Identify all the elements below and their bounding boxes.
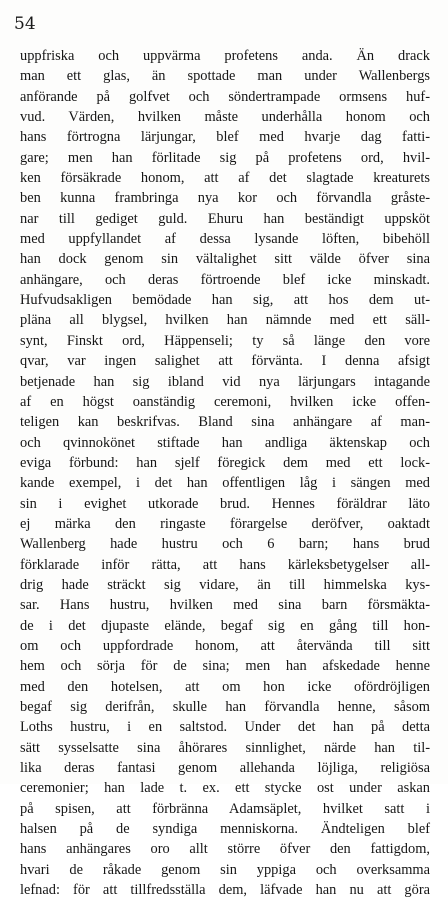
text-line: kande exempel, i det han offentligen låg i sängen med [20, 475, 430, 492]
body-text [20, 46, 430, 900]
text-line: anförande på golfvet och söndertrampade ormsens huf- [20, 88, 430, 105]
text-line: uppfriska och uppvärma profetens anda. Än drack [20, 48, 430, 64]
text-line: eviga förbund: han sjelf föregick dem med ett lock- [20, 454, 430, 471]
text-line: hans förtrogna lärjungar, blef med hvarje dag fatti- [20, 129, 430, 146]
text-line: betjenade han sig ibland vid nya lärjungars intagande [20, 373, 430, 390]
text-line: anhängare, och deras förtroende blef icke minskadt. [20, 271, 430, 288]
text-line: qvar, var ingen salighet att förvänta. I denna afsigt [20, 353, 430, 370]
text-line: teligen kan beskrifvas. Bland sina anhängare af man- [20, 414, 430, 431]
text-line: man ett glas, än spottade man under Wallenbergs [20, 68, 430, 85]
text-line: om och uppfordrade honom, att återvända till sitt [20, 637, 430, 654]
text-line: halsen på de syndiga menniskorna. Ändteligen blef [20, 821, 430, 838]
text-line: nar till gediget guld. Ehuru han beständigt uppsköt [20, 210, 430, 227]
text-line: ken försäkrade honom, att af det slagtade kreaturets [20, 170, 430, 187]
text-line: och qvinnokönet stiftade han andliga äktenskap och [20, 434, 430, 451]
text-line: med den hotelsen, att om hon icke ofördröjligen [20, 678, 430, 695]
text-line: lefnad: för att tillfredsställa dem, läfvade han nu att göra [20, 882, 430, 899]
text-line: hans anhängares oro allt större öfver den fattigdom, [20, 841, 430, 858]
text-line: med uppfyllandet af dessa lysande löften, bibehöll [20, 231, 430, 248]
text-line: förklarade inför rätta, att hans kärleksbetygelser all- [20, 556, 430, 573]
text-line: ej märka den ringaste förargelse deröfver, oaktadt [20, 515, 430, 532]
text-line: begaf sig derifrån, skulle han förvandla henne, såsom [20, 699, 430, 715]
text-line: hvari de råkade genom sin yppiga och overksamma [20, 861, 430, 878]
text-line: lika deras fantasi genom allehanda löjliga, religiösa [20, 760, 430, 777]
text-line: sätt sysselsatte sina åhörares sinnlighet, närde han til- [20, 739, 430, 756]
text-line: ben kunna frambringa nya kor och förvandla gråste- [20, 190, 430, 207]
text-line: Wallenberg hade hustru och 6 barn; hans brud [20, 536, 430, 553]
text-line: Hufvudsakligen bemödade han sig, att hos dem ut- [20, 292, 430, 309]
text-line: de i det djupaste elände, begaf sig en gång till hon- [20, 617, 430, 634]
text-line: drig hade sträckt sig vidare, än till himmelska kys- [20, 576, 430, 593]
page-number: 54 [14, 14, 36, 34]
text-line: pläna all blygsel, hvilken han nämnde med ett säll- [20, 312, 430, 329]
text-line: sar. Hans hustru, hvilken med sina barn försmäkta- [20, 597, 430, 614]
text-line: ceremonier; han lade t. ex. ett stycke ost under askan [20, 780, 430, 797]
text-line: sin i evighet utkorade brud. Hennes föräldrar läto [20, 495, 430, 512]
text-line: Loths hustru, i en saltstod. Under det han på detta [20, 719, 430, 736]
text-line: af en högst oanständig ceremoni, hvilken icke offen- [20, 393, 430, 410]
text-line: vud. Värden, hvilken måste underhålla honom och [20, 109, 430, 126]
text-line: hem och sörja för de sina; men han afskedade henne [20, 658, 430, 675]
text-line: synt, Finskt ord, Häppenseli; ty så länge den vore [20, 332, 430, 349]
text-line: han dock genom sin vältalighet sitt välde öfver sina [20, 251, 430, 268]
text-line: gare; men han förlitade sig på profetens ord, hvil- [20, 149, 430, 166]
text-line: på spisen, att förbränna Adamsäplet, hvilket satt i [20, 800, 430, 817]
